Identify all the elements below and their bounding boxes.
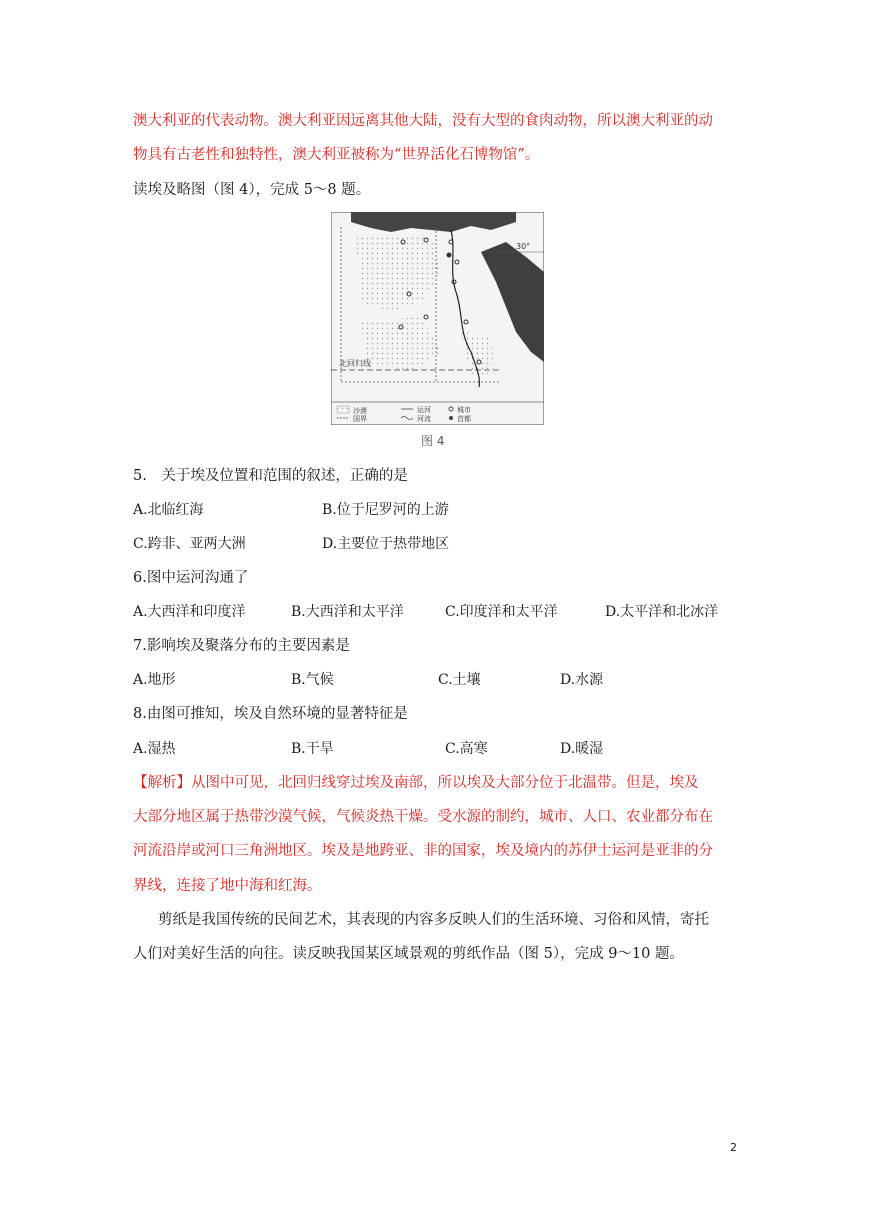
- question-6-stem: 6.图中运河沟通了: [133, 570, 249, 586]
- question-7-stem: 7.影响埃及聚落分布的主要因素是: [133, 638, 350, 654]
- question-5-stem: 5. 关于埃及位置和范围的叙述，正确的是: [133, 468, 408, 484]
- q5-option-a: A.北临红海: [133, 502, 204, 518]
- city-label: 阿斯旺: [483, 362, 507, 371]
- legend-river: 河流: [417, 415, 431, 423]
- q7-option-c: C.土壤: [438, 672, 481, 688]
- analysis-line-3: 河流沿岸或河口三角洲地区。埃及是地跨亚、非的国家，埃及境内的苏伊士运河是亚非的分: [133, 843, 713, 859]
- legend-city: 城市: [457, 406, 471, 414]
- q7-option-b: B.气候: [291, 672, 334, 688]
- question-8-stem: 8.由图可推知，埃及自然环境的显著特征是: [133, 706, 408, 722]
- q7-option-a: A.地形: [133, 672, 176, 688]
- q6-option-d: D.太平洋和北冰洋: [605, 604, 719, 620]
- figure-caption: 图 4: [421, 434, 445, 448]
- q8-option-c: C.高寒: [445, 741, 488, 757]
- lat-label: 30°: [516, 242, 531, 251]
- q8-option-d: D.暖湿: [560, 741, 604, 757]
- map-prompt: 读埃及略图（图 4），完成 5～8 题。: [133, 182, 371, 198]
- paper-cut-line-1: 剪纸是我国传统的民间艺术，其表现的内容多反映人们的生活环境、习俗和风情，寄托: [158, 912, 709, 928]
- legend-canal: 运河: [417, 406, 431, 414]
- paper-cut-line-2: 人们对美好生活的向往。读反映我国某区域景观的剪纸作品（图 5），完成 9～10 题。: [133, 946, 684, 962]
- q5-option-c: C.跨非、亚两大洲: [133, 536, 246, 552]
- q8-option-b: B.干旱: [291, 741, 334, 757]
- analysis-line-1: 【解析】从图中可见，北回归线穿过埃及南部，所以埃及大部分位于北温带。但是，埃及: [133, 775, 699, 791]
- legend-border: 国界: [353, 415, 367, 423]
- legend-desert: 沙漠: [353, 407, 367, 415]
- analysis-line-2: 大部分地区属于热带沙漠气候，气候炎热干燥。受水源的制约，城市、人口、农业都分布在: [133, 809, 713, 825]
- q6-option-c: C.印度洋和太平洋: [445, 604, 558, 620]
- intro-line-1: 澳大利亚的代表动物。澳大利亚因远离其他大陆，没有大型的食肉动物，所以澳大利亚的动: [133, 113, 713, 129]
- analysis-line-4: 界线，连接了地中海和红海。: [133, 878, 322, 894]
- page-number: 2: [730, 1141, 737, 1154]
- q6-option-b: B.大西洋和太平洋: [291, 604, 404, 620]
- q5-option-b: B.位于尼罗河的上游: [322, 502, 449, 518]
- tropic-label: 北回归线: [339, 359, 371, 368]
- egypt-map: [331, 212, 544, 425]
- q5-option-d: D.主要位于热带地区: [322, 536, 450, 552]
- intro-line-2: 物具有古老性和独特性，澳大利亚被称为“世界活化石博物馆”。: [133, 147, 540, 163]
- q6-option-a: A.大西洋和印度洋: [133, 604, 246, 620]
- legend-capital: 首都: [457, 415, 471, 423]
- q7-option-d: D.水源: [560, 672, 604, 688]
- q8-option-a: A.湿热: [133, 741, 176, 757]
